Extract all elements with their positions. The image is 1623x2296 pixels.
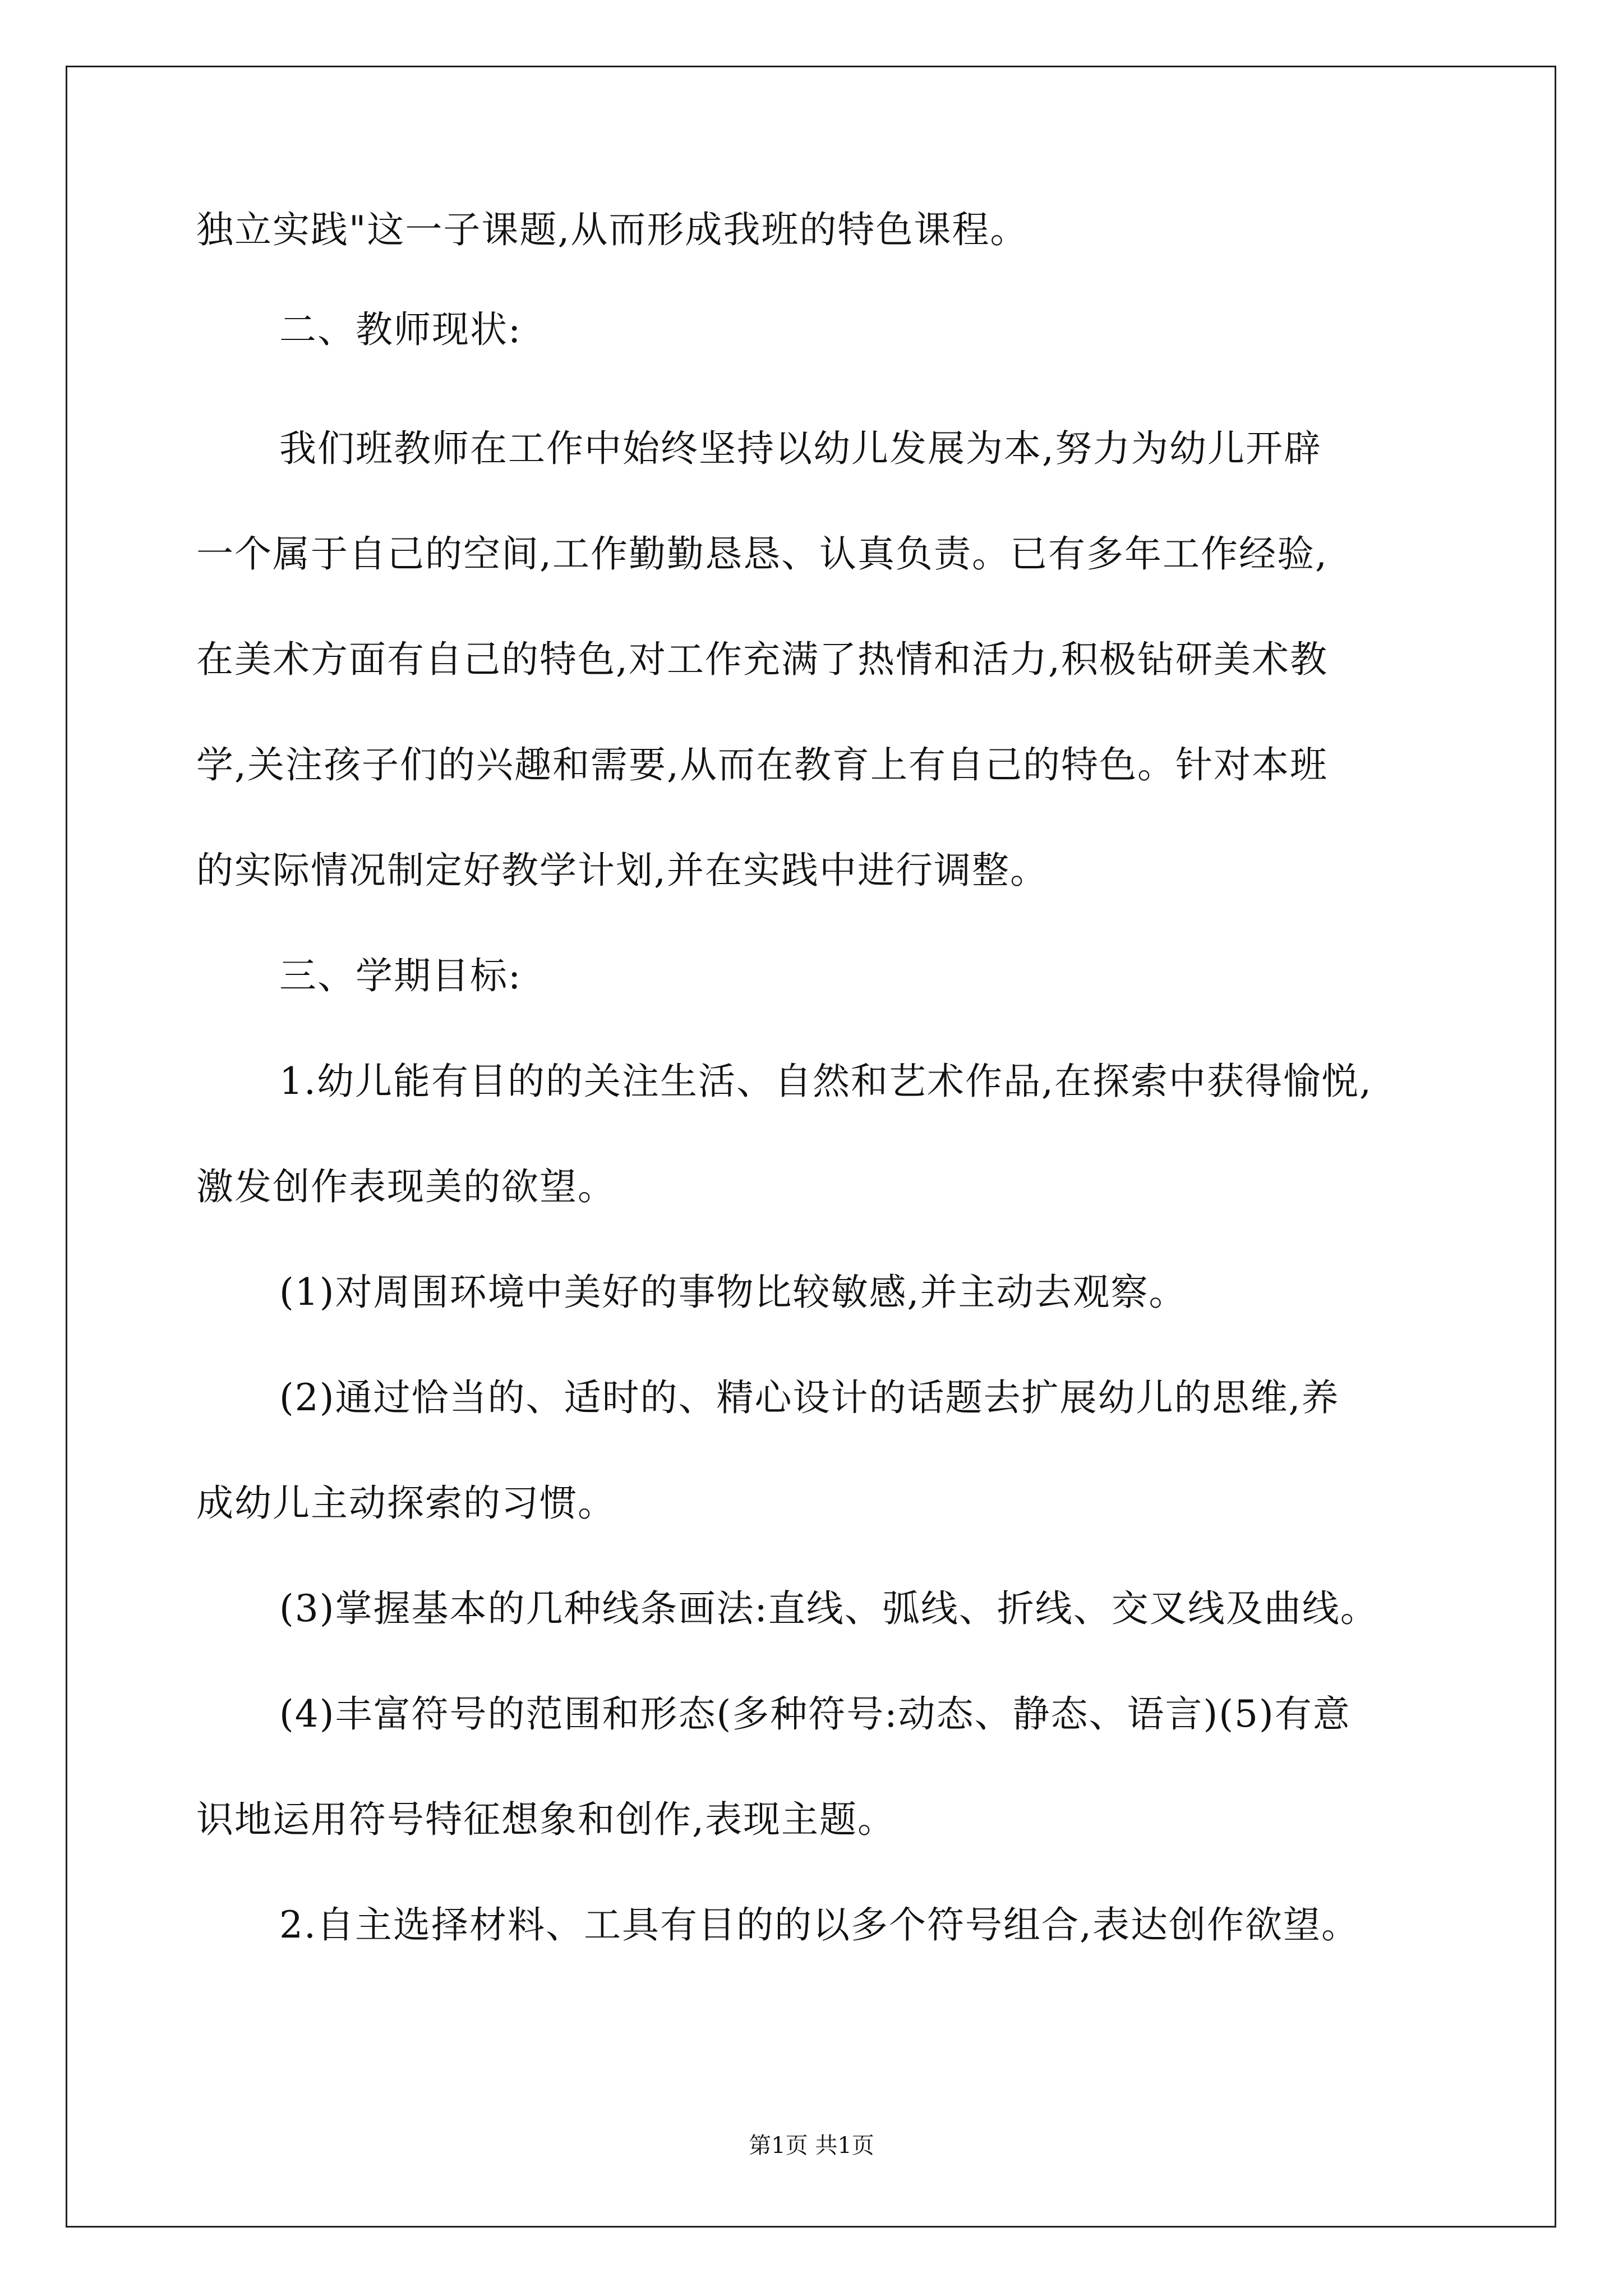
text-line: 识地运用符号特征想象和创作,表现主题。 xyxy=(196,1798,896,1841)
text-line: (2)通过恰当的、适时的、精心设计的话题去扩展幼儿的思维,养 xyxy=(279,1376,1340,1419)
page-footer: 第1页 共1页 xyxy=(749,2133,874,2159)
text-line: 1.幼儿能有目的的关注生活、自然和艺术作品,在探索中获得愉悦, xyxy=(279,1060,1372,1103)
text-line: (1)对周围环境中美好的事物比较敏感,并主动去观察。 xyxy=(279,1271,1187,1314)
text-line: 2.自主选择材料、工具有目的的以多个符号组合,表达创作欲望。 xyxy=(279,1903,1359,1947)
text-line: 激发创作表现美的欲望。 xyxy=(196,1165,616,1208)
text-line: 的实际情况制定好教学计划,并在实践中进行调整。 xyxy=(196,849,1048,892)
text-line: (3)掌握基本的几种线条画法:直线、弧线、折线、交叉线及曲线。 xyxy=(279,1587,1378,1630)
text-line: 独立实践"这一子课题,从而形成我班的特色课程。 xyxy=(196,208,1029,251)
text-line: 学,关注孩子们的兴趣和需要,从而在教育上有自己的特色。针对本班 xyxy=(196,743,1328,786)
text-line: 我们班教师在工作中始终坚持以幼儿发展为本,努力为幼儿开辟 xyxy=(279,427,1322,470)
section-heading: 二、教师现状: xyxy=(279,308,522,351)
text-line: (4)丰富符号的范围和形态(多种符号:动态、静态、语言)(5)有意 xyxy=(279,1692,1351,1736)
text-line: 一个属于自己的空间,工作勤勤恳恳、认真负责。已有多年工作经验, xyxy=(196,532,1328,576)
section-heading: 三、学期目标: xyxy=(279,954,522,997)
text-line: 在美术方面有自己的特色,对工作充满了热情和活力,积极钻研美术教 xyxy=(196,638,1328,681)
text-line: 成幼儿主动探索的习惯。 xyxy=(196,1481,616,1525)
